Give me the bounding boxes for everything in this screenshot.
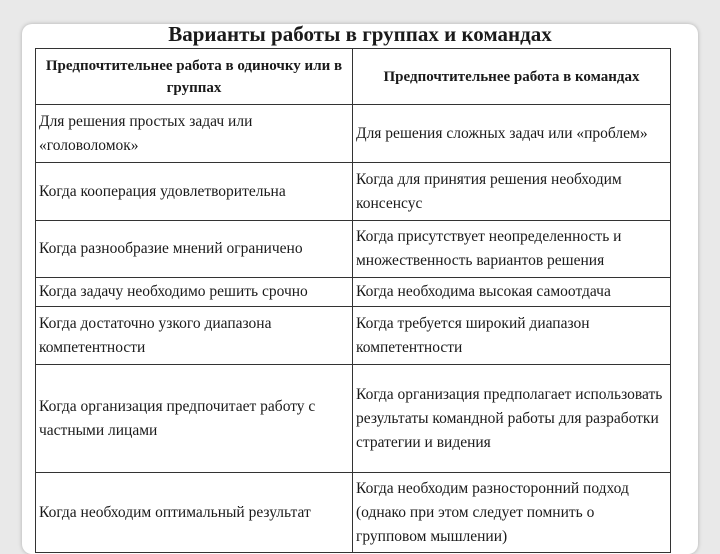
comparison-table — [35, 48, 671, 553]
table-row — [36, 307, 671, 365]
table-cell: Когда организация предпочитает работу с частными лицами — [36, 365, 353, 473]
table-row — [36, 473, 671, 553]
table-cell: Когда организация предполагает использовать результаты командной работы для разработки стратегии и видения — [353, 365, 671, 473]
table-cell: Когда необходима высокая самоотдача — [353, 278, 671, 307]
table-cell: Для решения сложных задач или «проблем» — [353, 105, 671, 163]
table-row — [36, 365, 671, 473]
table-cell: Для решения простых задач или «головоломок» — [36, 105, 353, 163]
table-cell: Когда требуется широкий диапазон компетентности — [353, 307, 671, 365]
page-title: Варианты работы в группах и командах — [168, 22, 552, 46]
table-cell: Когда для принятия решения необходим консенсус — [353, 163, 671, 221]
header-solo-groups: Предпочтительнее работа в одиночку или в группах — [36, 49, 353, 105]
table-row — [36, 278, 671, 307]
header-teams: Предпочтительнее работа в командах — [353, 49, 671, 105]
table-cell: Когда необходим оптимальный результат — [36, 473, 353, 553]
table-row — [36, 105, 671, 163]
table-row — [36, 221, 671, 278]
table-cell: Когда разнообразие мнений ограничено — [36, 221, 353, 278]
table-header-row — [36, 49, 671, 105]
table-cell: Когда необходим разносторонний подход (однако при этом следует помнить о групповом мышлении) — [353, 473, 671, 553]
table-cell: Когда присутствует неопределенность и множественность вариантов решения — [353, 221, 671, 278]
table-row — [36, 163, 671, 221]
table-cell: Когда кооперация удовлетворительна — [36, 163, 353, 221]
table-cell: Когда задачу необходимо решить срочно — [36, 278, 353, 307]
table-cell: Когда достаточно узкого диапазона компетентности — [36, 307, 353, 365]
